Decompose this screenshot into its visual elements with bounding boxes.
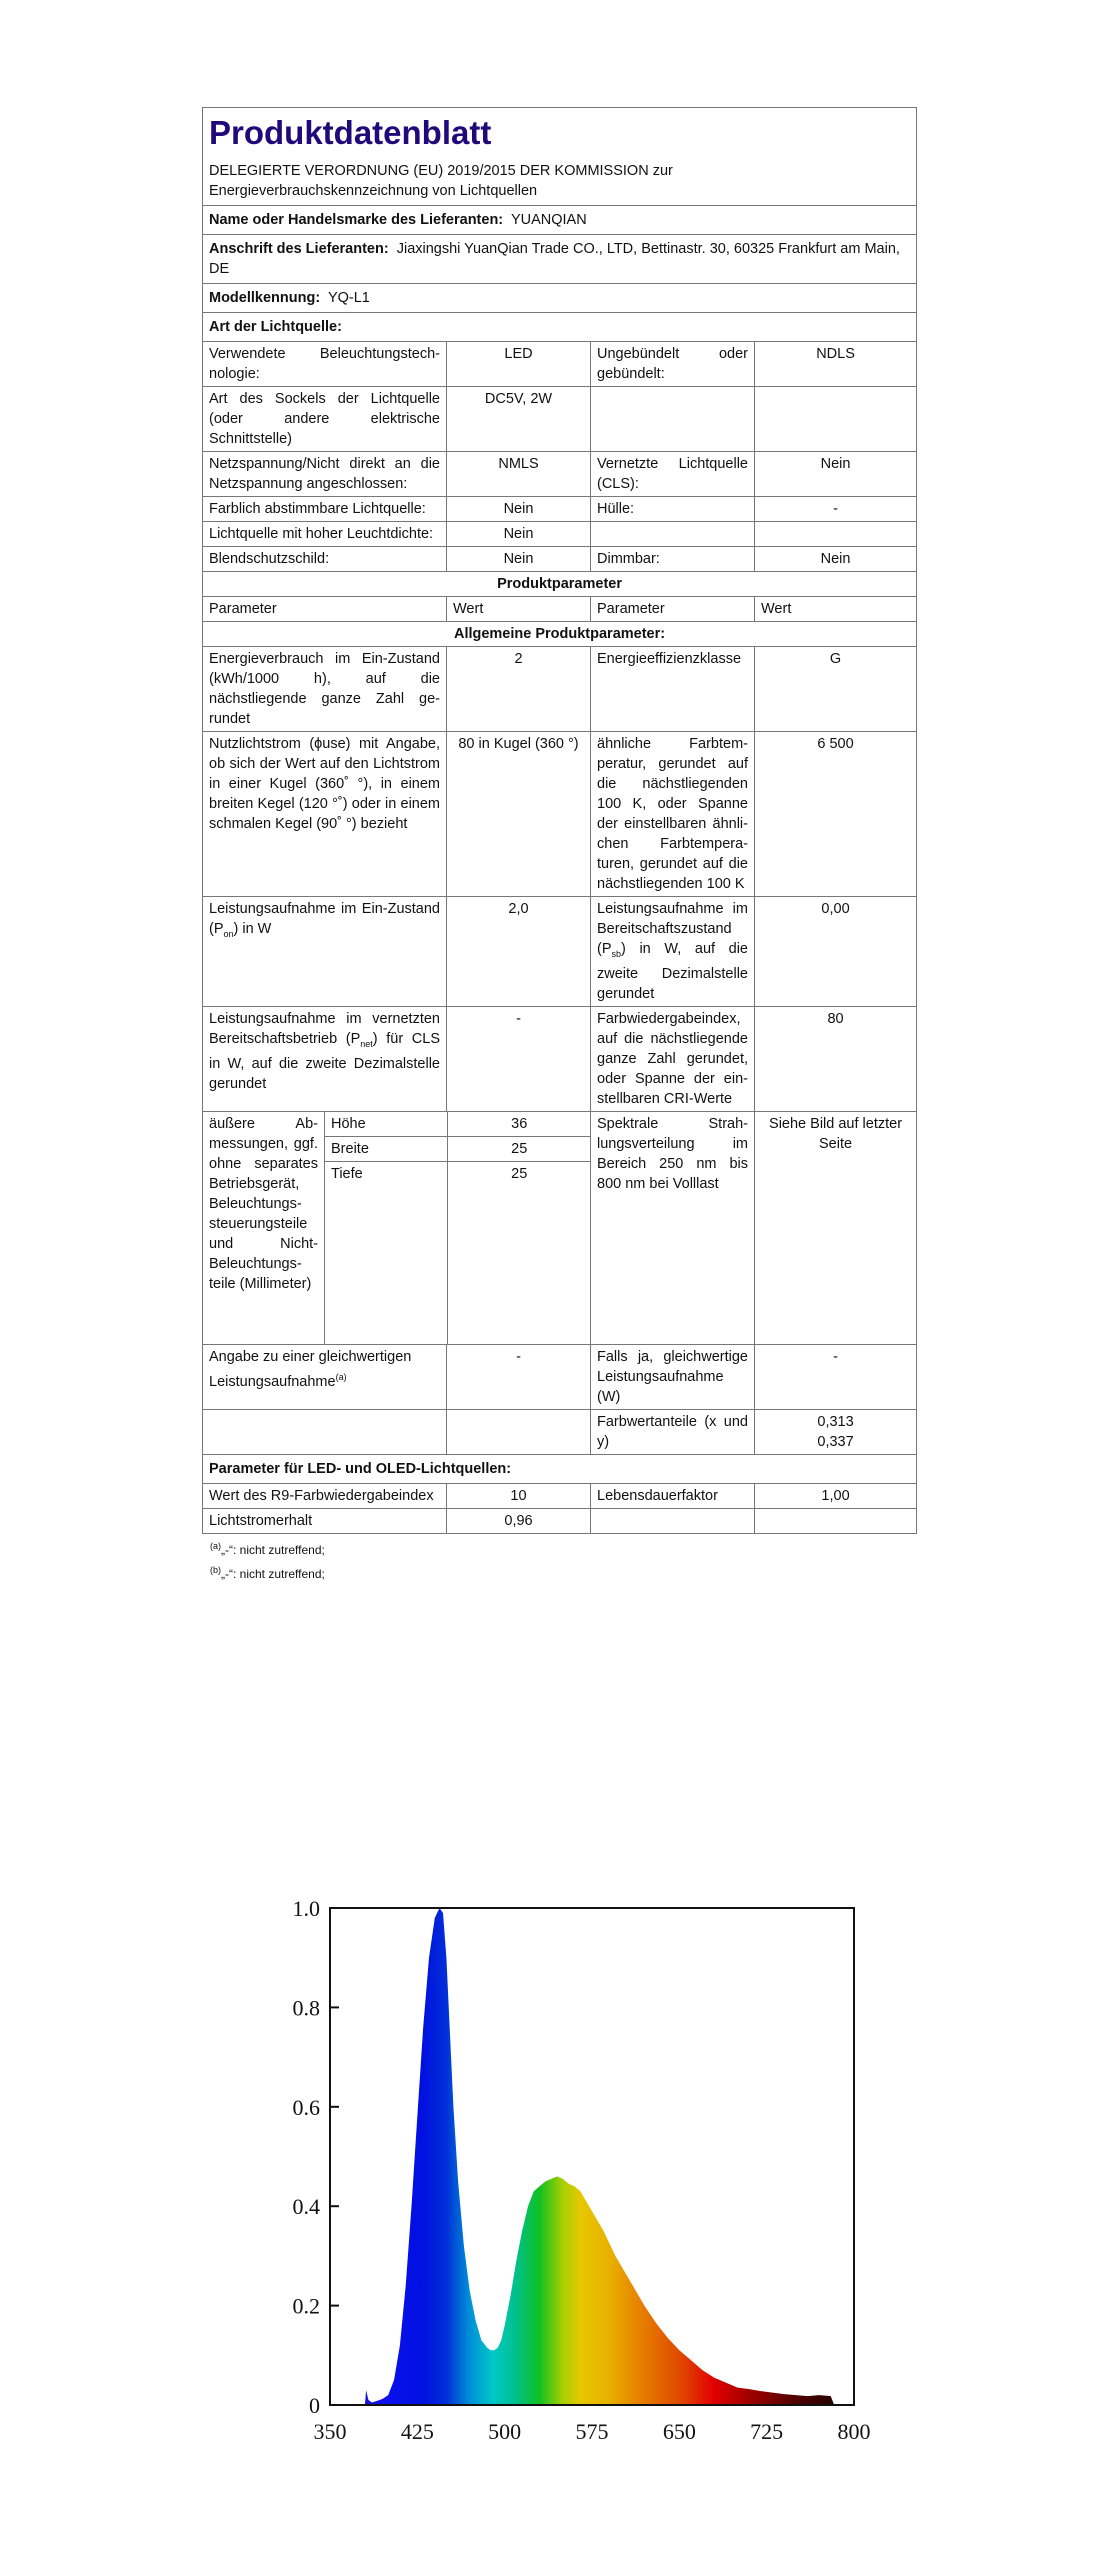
empty-cell [203,1409,447,1454]
param-cell: Farbwertanteile (x und y) [591,1409,755,1454]
value-cell: - [447,1344,591,1409]
x-tick-label: 350 [313,2419,347,2444]
value-cell: Nein [447,497,591,522]
table-row [203,342,917,387]
value-cell: NDLS [755,342,917,387]
table-row [203,387,917,452]
table-row [203,1344,917,1409]
value-cell: Nein [447,522,591,547]
param-cell [591,387,755,452]
x-tick-label: 800 [837,2419,871,2444]
dimension-value: 25 [447,1136,591,1161]
param-cell: Vernetzte Lichtquelle (CLS): [591,452,755,497]
column-header-value: Wert [755,597,917,622]
supplier-name-label: Name oder Handelsmarke des Lieferanten: [209,212,504,228]
model-value: YQ-L1 [327,290,370,306]
product-params-heading: Produktparameter [203,572,917,597]
param-cell: Ungebündelt oder gebündelt: [591,342,755,387]
param-cell: Verwendete Beleuchtungstechnologie: [203,342,447,387]
value-cell: DC5V, 2W [447,387,591,452]
y-tick-label: 0.4 [292,2194,320,2220]
param-cell: Hülle: [591,497,755,522]
supplier-name-value: YUANQIAN [510,212,587,228]
x-tick-label: 575 [575,2419,609,2444]
light-source-type-heading: Art der Lichtquelle: [203,313,917,342]
param-text: Leistungsaufnahme im vernetzten Bereitschaftsbetrieb (P [209,1010,440,1047]
param-cell: Blendschutzschild: [203,547,447,572]
value-cell: 1,00 [755,1483,917,1508]
param-cell [591,1508,755,1533]
param-cell: Farbwiedergabeindex, auf die nächstliegende ganze Zahl gerundet, oder Spanne der einstellbaren CRI-Werte [591,1006,755,1111]
param-cell: Spektrale Strahlungsverteilung im Bereich 250 nm bis 800 nm bei Volllast [591,1111,755,1344]
param-subscript: sb [611,948,622,959]
table-row [203,1483,917,1508]
footnote-text: „-“: nicht zutreffend; [221,1542,325,1557]
param-cell: Farblich abstimmbare Lichtquelle: [203,497,447,522]
supplier-name-row [203,206,917,235]
column-header-parameter: Parameter [203,597,447,622]
value-cell: 80 in Kugel (360 °) [447,732,591,897]
y-tick-label: 0.6 [292,2094,320,2120]
value-cell: 2,0 [447,897,591,1007]
param-text: Angabe zu einer gleichwertigen Leistungsaufnahme [209,1348,412,1390]
value-cell: 0,00 [755,897,917,1007]
param-text: ) in W [233,921,272,937]
column-header-row [203,597,917,622]
value-cell: 2 [447,647,591,732]
dimension-value: 25 [447,1161,591,1344]
param-cell [203,897,447,1007]
table-row [203,647,917,732]
plot-layer [365,1908,834,2405]
spectrum-area [365,1908,834,2405]
y-tick-label: 0.2 [292,2293,320,2319]
param-cell: Art des Sockels der Lichtquelle (oder andere elektrische Schnittstelle) [203,387,447,452]
page-title: Produktdatenblatt [209,114,492,151]
column-header-parameter: Parameter [591,597,755,622]
param-cell: Energieeffizienzklasse [591,647,755,732]
general-params-heading: Allgemeine Produktparameter: [203,622,917,647]
param-text: ) für CLS in W, auf die zweite Dezimalstelle gerundet [209,1030,440,1092]
dimensions-row [203,1111,917,1344]
param-text: ) in W, auf die zweite Dezimalstelle gerundet [597,941,748,1002]
dimension-row [325,1161,591,1344]
value-cell: 6 500 [755,732,917,897]
value-cell [755,522,917,547]
dimensions-cell [325,1111,591,1344]
param-cell [591,522,755,547]
supplier-address-value: Jiaxingshi YuanQian Trade CO., LTD, Bettinastr. 30, 60325 Frankfurt am Main, DE [209,241,900,277]
y-tick-label: 1.0 [292,1896,320,1921]
y-tick-label: 0 [309,2393,320,2418]
table-row [203,1409,917,1454]
column-header-value: Wert [447,597,591,622]
table-row [203,1508,917,1533]
footnote-text: „-“: nicht zutreffend; [221,1566,325,1581]
value-cell: - [755,497,917,522]
footnote-mark: (b) [210,1564,221,1575]
table-row [203,452,917,497]
value-cell: Siehe Bild auf letzter Seite [755,1111,917,1344]
footnote-ref: (a) [335,1371,347,1382]
table-row [203,1006,917,1111]
product-data-sheet [202,107,916,1584]
param-cell: Lichtstromerhalt [203,1508,447,1533]
param-cell [591,897,755,1007]
table-row [203,497,917,522]
value-cell: LED [447,342,591,387]
param-cell: Netzspannung/Nicht direkt an die Netzspannung angeschlossen: [203,452,447,497]
value-cell: 80 [755,1006,917,1111]
table-row [203,897,917,1007]
value-cell: - [447,1006,591,1111]
value-cell: - [755,1344,917,1409]
x-tick-label: 650 [662,2419,696,2444]
table-row [203,547,917,572]
x-tick-label: 425 [400,2419,434,2444]
regulation-line-2: Energieverbrauchskennzeichnung von Lichtquellen [209,183,538,199]
chart-svg [260,1880,880,2520]
param-cell: Falls ja, gleichwertige Leistungsaufnahme (W) [591,1344,755,1409]
param-cell: ähnliche Farbtemperatur, gerundet auf die nächstliegenden 100 K, oder Spanne der einstellbaren ähnlichen Farbtemperaturen, gerundet auf die nächstliegenden 100 K [591,732,755,897]
dimension-name: Breite [325,1136,447,1161]
footnote [210,1536,916,1560]
param-cell [203,1344,447,1409]
param-cell: Nutzlichtstrom (ϕuse) mit Angabe, ob sich der Wert auf den Lichtstrom in einer Kugel (360˚ °), in einem breiten Kegel (120 °˚) oder in einem schmalen Kegel (90˚ °) bezieht [203,732,447,897]
param-text: Leistungsaufnahme im Ein-Zustand (P [209,901,440,937]
param-text: Leistungsaufnahme im Bereitschaftszustand (P [597,901,748,957]
table-row [203,732,917,897]
x-tick-label: 500 [488,2419,522,2444]
datasheet-table [202,107,917,1534]
value-cell [755,1409,917,1454]
y-tick-label: 0.8 [292,1995,320,2021]
led-params-heading: Parameter für LED- und OLED-Lichtquellen: [203,1454,917,1483]
value-cell: Nein [755,547,917,572]
value-cell: Nein [447,547,591,572]
dimensions-label: äußere Abmessungen, ggf. ohne separates Betriebsgerät, Beleuchtungssteuerungsteile und Nicht-Beleuchtungsteile (Millimeter) [203,1111,325,1344]
spectral-distribution-chart [260,1880,880,2520]
header-cell [203,108,917,206]
param-cell: Dimmbar: [591,547,755,572]
param-cell: Lebensdauerfaktor [591,1483,755,1508]
param-cell: Lichtquelle mit hoher Leuchtdichte: [203,522,447,547]
param-subscript: net [360,1038,373,1049]
dimension-row [325,1112,591,1137]
value-cell: Nein [755,452,917,497]
footnotes [202,1536,916,1584]
footnote-mark: (a) [210,1540,221,1551]
x-tick-label: 725 [750,2419,784,2444]
dimensions-table [325,1112,591,1344]
value-cell: 0,96 [447,1508,591,1533]
dimension-name: Tiefe [325,1161,447,1344]
value-cell [755,1508,917,1533]
chromaticity-x: 0,313 [817,1413,854,1430]
supplier-address-row [203,235,917,284]
value-cell: G [755,647,917,732]
dimension-row [325,1136,591,1161]
param-cell [203,1006,447,1111]
dimension-value: 36 [447,1112,591,1137]
model-label: Modellkennung: [209,290,321,306]
value-cell: 10 [447,1483,591,1508]
empty-cell [447,1409,591,1454]
dimension-name: Höhe [325,1112,447,1137]
footnote [210,1560,916,1584]
model-row [203,284,917,313]
table-row [203,522,917,547]
chromaticity-y: 0,337 [817,1433,854,1450]
param-cell: Energieverbrauch im Ein-Zustand (kWh/1000 h), auf die nächstliegende ganze Zahl gerundet [203,647,447,732]
param-cell: Wert des R9-Farbwiedergabeindex [203,1483,447,1508]
regulation-line-1: DELEGIERTE VERORDNUNG (EU) 2019/2015 DER KOMMISSION zur [209,163,673,179]
value-cell: NMLS [447,452,591,497]
param-subscript: on [223,928,234,939]
value-cell [755,387,917,452]
supplier-address-label: Anschrift des Lieferanten: [209,241,389,257]
